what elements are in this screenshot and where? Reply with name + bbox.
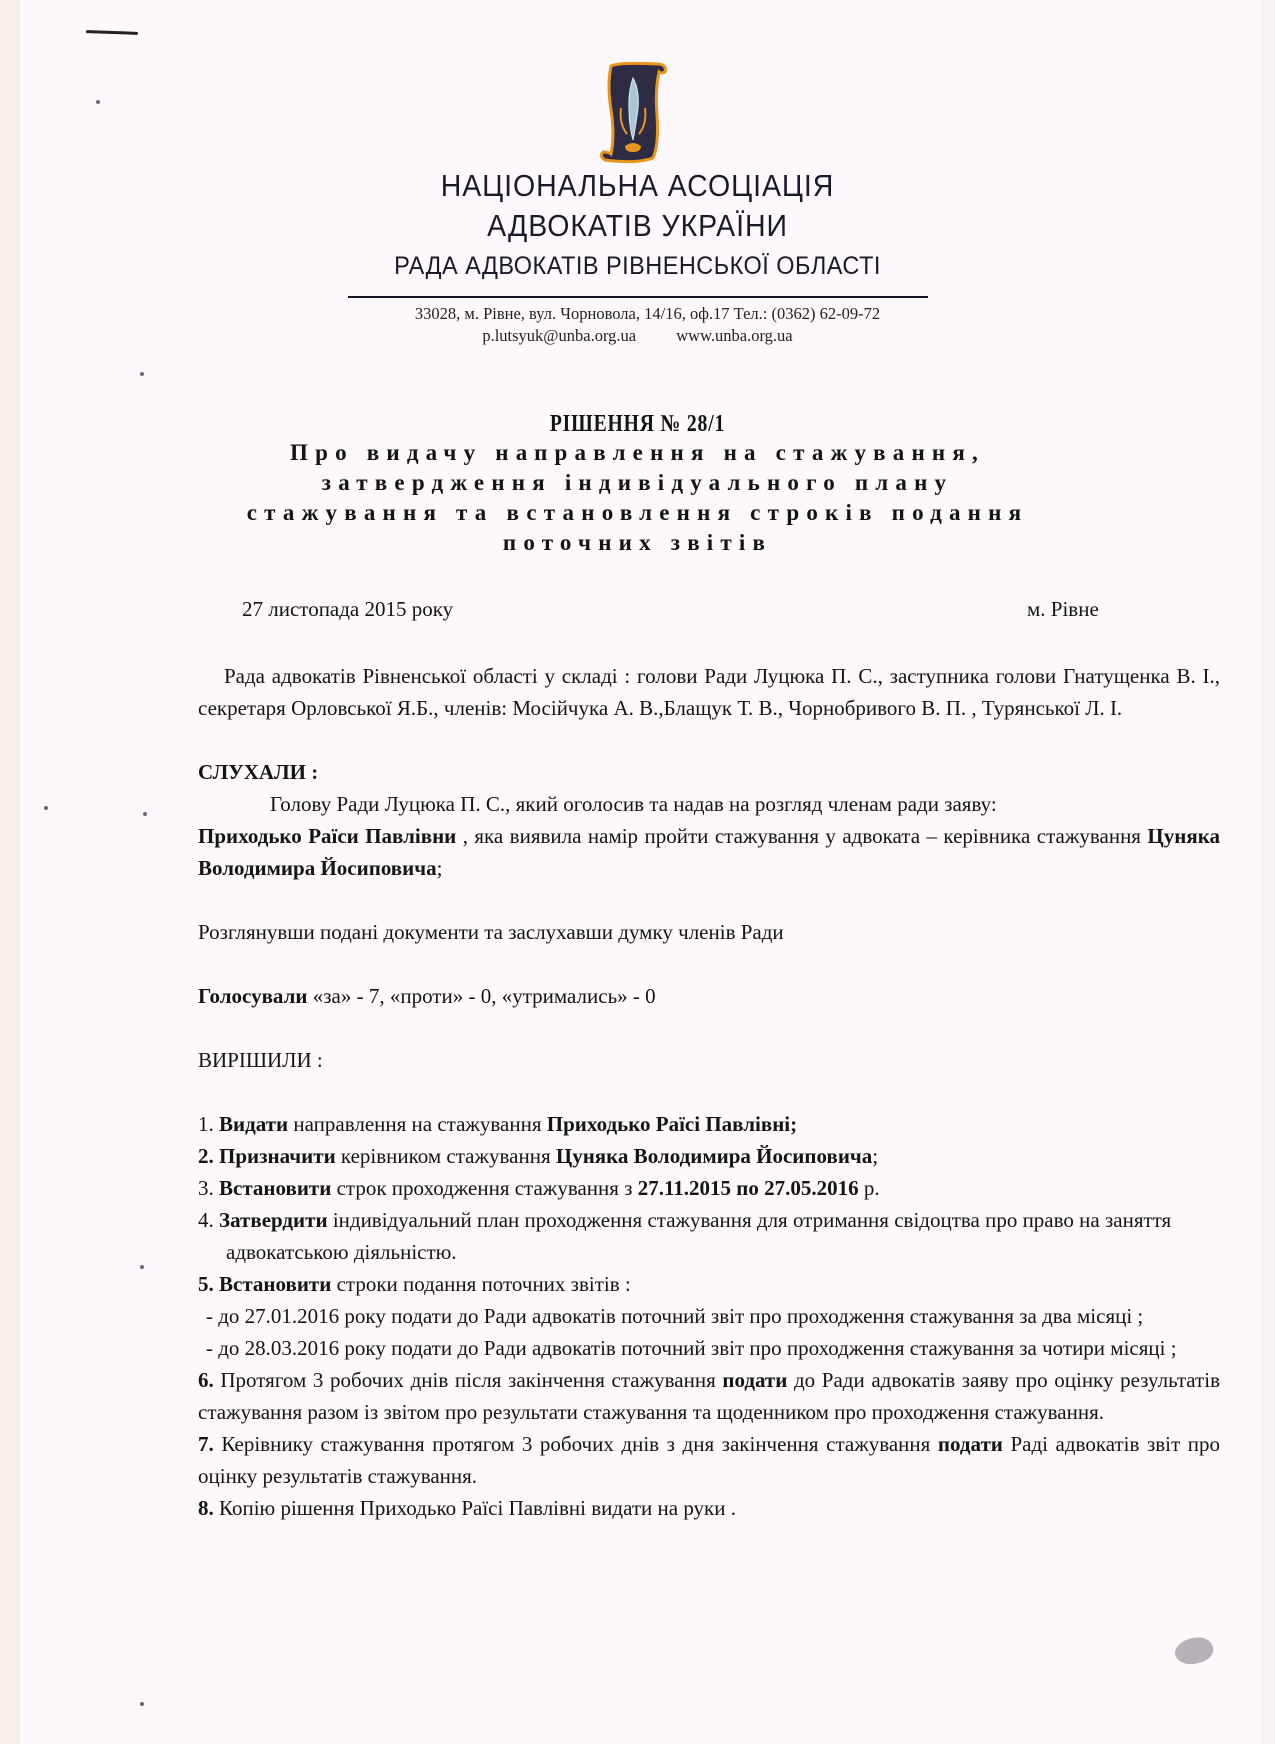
speck (44, 806, 48, 810)
quill-trident-scroll-icon (597, 60, 669, 166)
decision-subject-line: поточних звітів (502, 530, 773, 555)
decision-city: м. Рівне (1027, 597, 1099, 621)
speck (143, 812, 147, 816)
speck (140, 372, 144, 376)
decision-item: 8. Копію рішення Приходько Раїсі Павлівні видати на руки . (198, 1496, 737, 1520)
decision-item: 4. Затвердити індивідуальний план проходження стажування для отримання свідоцтва про право на заняття адвокатською діяльністю. (198, 1208, 1172, 1264)
contacts-line (0, 326, 1275, 346)
speck (140, 1702, 144, 1706)
scan-edge-left (0, 0, 20, 1744)
decision-item: 2. Призначити керівником стажування Цуняка Володимира Йосиповича; (198, 1144, 879, 1168)
decision-title-block (0, 410, 1275, 558)
decision-subject-line: Про видачу направлення на стажування, (290, 440, 985, 465)
applicant-paragraph: Приходько Раїси Павлівни , яка виявила намір пройти стажування у адвоката – керівника стажування Цуняка Володимира Йосиповича; (198, 824, 1220, 880)
letterhead-rule (348, 296, 928, 298)
address-line: 33028, м. Рівне, вул. Чорновола, 14/16, оф.17 Тел.: (0362) 62-09-72 (414, 304, 881, 323)
scan-edge-right (1261, 0, 1275, 1744)
ink-smudge (1172, 1632, 1217, 1669)
considered-paragraph: Розглянувши подані документи та заслухавши думку членів Ради (198, 920, 784, 944)
vote-result: Голосували «за» - 7, «проти» - 0, «утримались» - 0 (198, 984, 656, 1008)
supervisor-name: Цуняка Володимира Йосиповича (198, 824, 1220, 880)
speck (140, 1265, 144, 1269)
decision-item: 6. Протягом 3 робочих днів після закінчення стажування подати до Ради адвокатів заяву про оцінку результатів стажування разом із звітом про результати стажування та щоденником про проходження стажування. (198, 1368, 1220, 1424)
heard-intro: Голову Ради Луцюка П. С., який оголосив та надав на розгляд членам ради заяву: (270, 792, 997, 816)
decision-date: 27 листопада 2015 року (242, 597, 454, 621)
decided-heading: ВИРІШИЛИ : (198, 1048, 323, 1072)
council-name: РАДА АДВОКАТІВ РІВНЕНСЬКОЇ ОБЛАСТІ (394, 252, 881, 280)
email-link[interactable]: p.lutsyuk@unba.org.ua (482, 326, 637, 345)
decision-item: 1. Видати направлення на стажування Приходько Раїсі Павлівні; (198, 1112, 798, 1136)
applicant-name: Приходько Раїси Павлівни (198, 824, 457, 848)
speck (96, 100, 100, 104)
decision-item: 5. Встановити строки подання поточних звітів : (198, 1272, 631, 1296)
website-link[interactable]: www.unba.org.ua (676, 326, 793, 345)
decision-subject-line: стажування та встановлення строків подання (246, 500, 1029, 525)
org-name-line1: НАЦІОНАЛЬНА АСОЦІАЦІЯ (440, 168, 835, 203)
council-composition: Рада адвокатів Рівненської області у складі : голови Ради Луцюка П. С., заступника голови Гнатущенка В. І., секретаря Орловської Я.Б., членів: Мосійчука А. В.,Блащук Т. В., Чорнобривого В. П. , Турянської Л. І. (198, 664, 1220, 720)
decision-item: 3. Встановити строк проходження стажування з 27.11.2015 по 27.05.2016 р. (198, 1176, 880, 1200)
report-deadline: - до 27.01.2016 року подати до Ради адвокатів поточний звіт про проходження стажування за два місяці ; (206, 1304, 1144, 1328)
document-body (198, 660, 1220, 1524)
decision-number: РІШЕННЯ № 28/1 (549, 411, 726, 437)
decision-item: 7. Керівнику стажування протягом 3 робочих днів з дня закінчення стажування подати Раді адвокатів звіт про оцінку результатів стажування. (198, 1432, 1220, 1488)
heard-heading: СЛУХАЛИ : (198, 760, 319, 784)
staple-mark (86, 30, 138, 35)
report-deadline: - до 28.03.2016 року подати до Ради адвокатів поточний звіт про проходження стажування за чотири місяці ; (206, 1336, 1177, 1360)
org-name-line2: АДВОКАТІВ УКРАЇНИ (487, 208, 788, 243)
decision-subject-line: затвердження індивідуального плану (321, 470, 954, 495)
